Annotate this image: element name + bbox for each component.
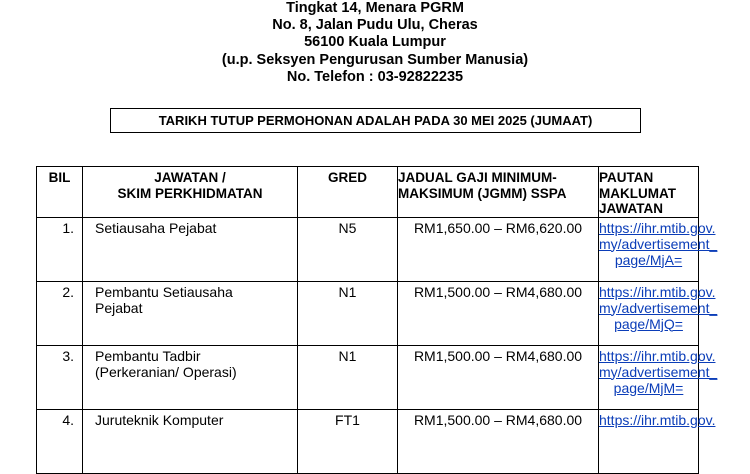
row-gaji: RM1,500.00 – RM4,680.00	[398, 281, 599, 345]
table-row	[37, 217, 699, 281]
row-pautan-link[interactable]	[599, 409, 716, 473]
link-line1[interactable]: https://ihr.mtib.gov.	[599, 347, 716, 364]
header-gred	[298, 167, 398, 218]
link-line2[interactable]: my/advertisement_	[599, 235, 718, 252]
address-line-1: Tingkat 14, Menara PGRM	[286, 0, 464, 16]
row-jawatan	[83, 345, 298, 409]
row-jawatan-line1: Pembantu Tadbir	[95, 347, 201, 364]
row-pautan-link[interactable]	[599, 217, 718, 281]
address-line-2: No. 8, Jalan Pudu Ulu, Cheras	[272, 17, 478, 34]
address-line-3: 56100 Kuala Lumpur	[304, 34, 446, 51]
row-gaji: RM1,650.00 – RM6,620.00	[398, 217, 599, 281]
row-gred: FT1	[298, 409, 398, 473]
table-header-row	[37, 167, 699, 218]
row-jawatan-line2: Pejabat	[95, 299, 143, 316]
closing-date-notice: TARIKH TUTUP PERMOHONAN ADALAH PADA 30 MEI 2025 (JUMAAT)	[110, 108, 641, 133]
address-block	[0, 0, 750, 86]
row-jawatan-line1: Juruteknik Komputer	[95, 411, 224, 428]
row-gaji: RM1,500.00 – RM4,680.00	[398, 409, 599, 473]
row-gaji: RM1,500.00 – RM4,680.00	[398, 345, 599, 409]
table-row	[37, 281, 699, 345]
header-pautan-line2: MAKLUMAT	[599, 185, 676, 201]
address-line-4: (u.p. Seksyen Pengurusan Sumber Manusia)	[221, 51, 529, 68]
row-pautan-link[interactable]	[599, 281, 718, 345]
link-line1[interactable]: https://ihr.mtib.gov.	[599, 411, 716, 428]
header-gred-label: GRED	[327, 170, 367, 185]
row-jawatan-line1: Pembantu Setiausaha	[95, 283, 233, 300]
table-row	[37, 409, 699, 473]
header-bil	[37, 167, 83, 218]
header-gaji-line2: MAKSIMUM (JGMM) SSPA	[398, 185, 567, 201]
row-jawatan	[83, 409, 298, 473]
header-gaji	[398, 167, 599, 218]
row-gred: N1	[298, 345, 398, 409]
row-bil: 4.	[37, 409, 83, 473]
row-gred: N5	[298, 217, 398, 281]
link-line3[interactable]: page/MjM=	[613, 379, 684, 396]
header-pautan-line3: JAWATAN	[599, 201, 663, 216]
link-line1[interactable]: https://ihr.mtib.gov.	[599, 283, 716, 300]
header-jawatan-line1: JAWATAN /	[154, 170, 226, 185]
link-line2[interactable]: my/advertisement_	[599, 363, 718, 380]
row-pautan-link[interactable]	[599, 345, 718, 409]
link-line3[interactable]: page/MjQ=	[614, 315, 683, 332]
header-pautan-line1: PAUTAN	[599, 170, 654, 185]
header-jawatan	[83, 167, 298, 218]
header-pautan	[599, 167, 699, 218]
link-line3[interactable]: page/MjA=	[614, 251, 683, 268]
row-jawatan-line1: Setiausaha Pejabat	[95, 219, 217, 236]
row-jawatan	[83, 217, 298, 281]
table-row	[37, 345, 699, 409]
row-gred: N1	[298, 281, 398, 345]
link-line2[interactable]: my/advertisement_	[599, 299, 718, 316]
header-jawatan-line2: SKIM PERKHIDMATAN	[117, 185, 263, 201]
row-bil: 2.	[37, 281, 83, 345]
row-bil: 3.	[37, 345, 83, 409]
address-line-5: No. Telefon : 03-92822235	[286, 68, 464, 85]
header-bil-label: BIL	[48, 170, 71, 185]
vacancy-table	[36, 166, 718, 474]
row-bil: 1.	[37, 217, 83, 281]
header-gaji-line1: JADUAL GAJI MINIMUM-	[398, 170, 557, 185]
row-jawatan-line2: (Perkeranian/ Operasi)	[95, 363, 237, 380]
link-line1[interactable]: https://ihr.mtib.gov.	[599, 219, 716, 236]
row-jawatan	[83, 281, 298, 345]
